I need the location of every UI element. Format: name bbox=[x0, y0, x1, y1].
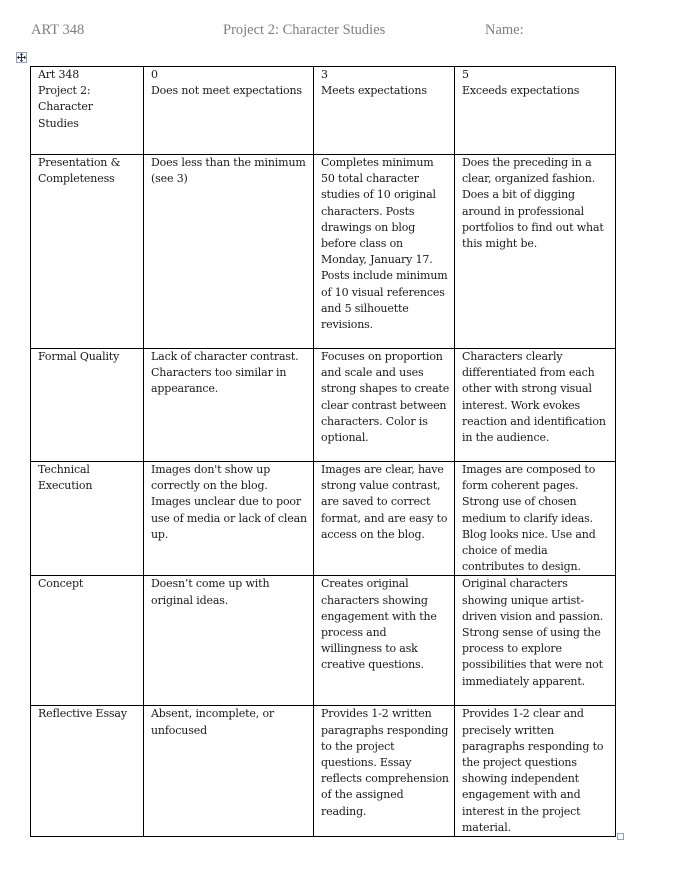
does-not-meet-cell[interactable]: Lack of character contrast. Characters too similar in appearance. bbox=[144, 349, 314, 462]
meets-cell[interactable]: Creates original characters showing engagement with the process and willingness to ask creative questions. bbox=[314, 576, 455, 706]
page-header bbox=[0, 22, 699, 42]
level-score: 0 bbox=[151, 68, 158, 81]
meets-cell[interactable]: Provides 1-2 written paragraphs responding to the project questions. Essay reflects comprehension of the assigned reading. bbox=[314, 706, 455, 837]
level-score: 3 bbox=[321, 68, 328, 81]
table-row bbox=[31, 155, 616, 349]
criterion-cell[interactable]: Presentation & Completeness bbox=[31, 155, 144, 349]
does-not-meet-cell[interactable]: Does less than the minimum (see 3) bbox=[144, 155, 314, 349]
corner-line: Art 348 bbox=[38, 68, 80, 81]
exceeds-cell[interactable]: Images are composed to form coherent pages. Strong use of chosen medium to clarify ideas. Blog looks nice. Use and choice of media contributes to design. bbox=[455, 462, 616, 576]
does-not-meet-cell[interactable]: Absent, incomplete, or unfocused bbox=[144, 706, 314, 837]
does-not-meet-cell[interactable]: Images don't show up correctly on the blog. Images unclear due to poor use of media or lack of clean up. bbox=[144, 462, 314, 576]
meets-cell[interactable]: Focuses on proportion and scale and uses strong shapes to create clear contrast between characters. Color is optional. bbox=[314, 349, 455, 462]
table-row bbox=[31, 576, 616, 706]
corner-line: Character bbox=[38, 100, 93, 114]
corner-line: Project 2: bbox=[38, 84, 91, 98]
corner-cell[interactable] bbox=[31, 67, 144, 155]
level-label: Does not meet expectations bbox=[151, 84, 302, 98]
meets-cell[interactable]: Completes minimum 50 total character studies of 10 original characters. Posts drawings on blog before class on Monday, January 17. Posts include minimum of 10 visual references and 5 silhouette revisions. bbox=[314, 155, 455, 349]
does-not-meet-cell[interactable]: Doesn’t come up with original ideas. bbox=[144, 576, 314, 706]
level-header-does-not-meet[interactable] bbox=[144, 67, 314, 155]
exceeds-cell[interactable]: Provides 1-2 clear and precisely written paragraphs responding to the project questions showing independent engagement with and interest in the project material. bbox=[455, 706, 616, 837]
table-row bbox=[31, 462, 616, 576]
criterion-cell[interactable]: Formal Quality bbox=[31, 349, 144, 462]
level-score: 5 bbox=[462, 68, 469, 81]
table-move-handle[interactable] bbox=[16, 52, 27, 63]
exceeds-cell[interactable]: Does the preceding in a clear, organized fashion. Does a bit of digging around in professional portfolios to find out what this might be. bbox=[455, 155, 616, 349]
corner-line: Studies bbox=[38, 116, 79, 130]
table-row bbox=[31, 349, 616, 462]
project-title: Project 2: Character Studies bbox=[223, 22, 386, 38]
meets-cell[interactable]: Images are clear, have strong value contrast, are saved to correct format, and are easy to access on the blog. bbox=[314, 462, 455, 576]
exceeds-cell[interactable]: Original characters showing unique artist-driven vision and passion. Strong sense of using the process to explore possibilities that were not immediately apparent. bbox=[455, 576, 616, 706]
level-header-meets[interactable] bbox=[314, 67, 455, 155]
level-label: Meets expectations bbox=[321, 84, 427, 98]
table-header-row bbox=[31, 67, 616, 155]
table-row bbox=[31, 706, 616, 837]
move-arrows-icon bbox=[17, 53, 26, 62]
exceeds-cell[interactable]: Characters clearly differentiated from each other with strong visual interest. Work evokes reaction and identification in the audience. bbox=[455, 349, 616, 462]
criterion-cell[interactable]: Reflective Essay bbox=[31, 706, 144, 837]
level-header-exceeds[interactable] bbox=[455, 67, 616, 155]
course-code: ART 348 bbox=[31, 22, 85, 38]
name-label: Name: bbox=[485, 22, 524, 38]
rubric-table bbox=[30, 66, 616, 837]
level-label: Exceeds expectations bbox=[462, 84, 580, 98]
criterion-cell[interactable]: Concept bbox=[31, 576, 144, 706]
table-resize-handle[interactable] bbox=[617, 833, 624, 840]
criterion-cell[interactable]: Technical Execution bbox=[31, 462, 144, 576]
